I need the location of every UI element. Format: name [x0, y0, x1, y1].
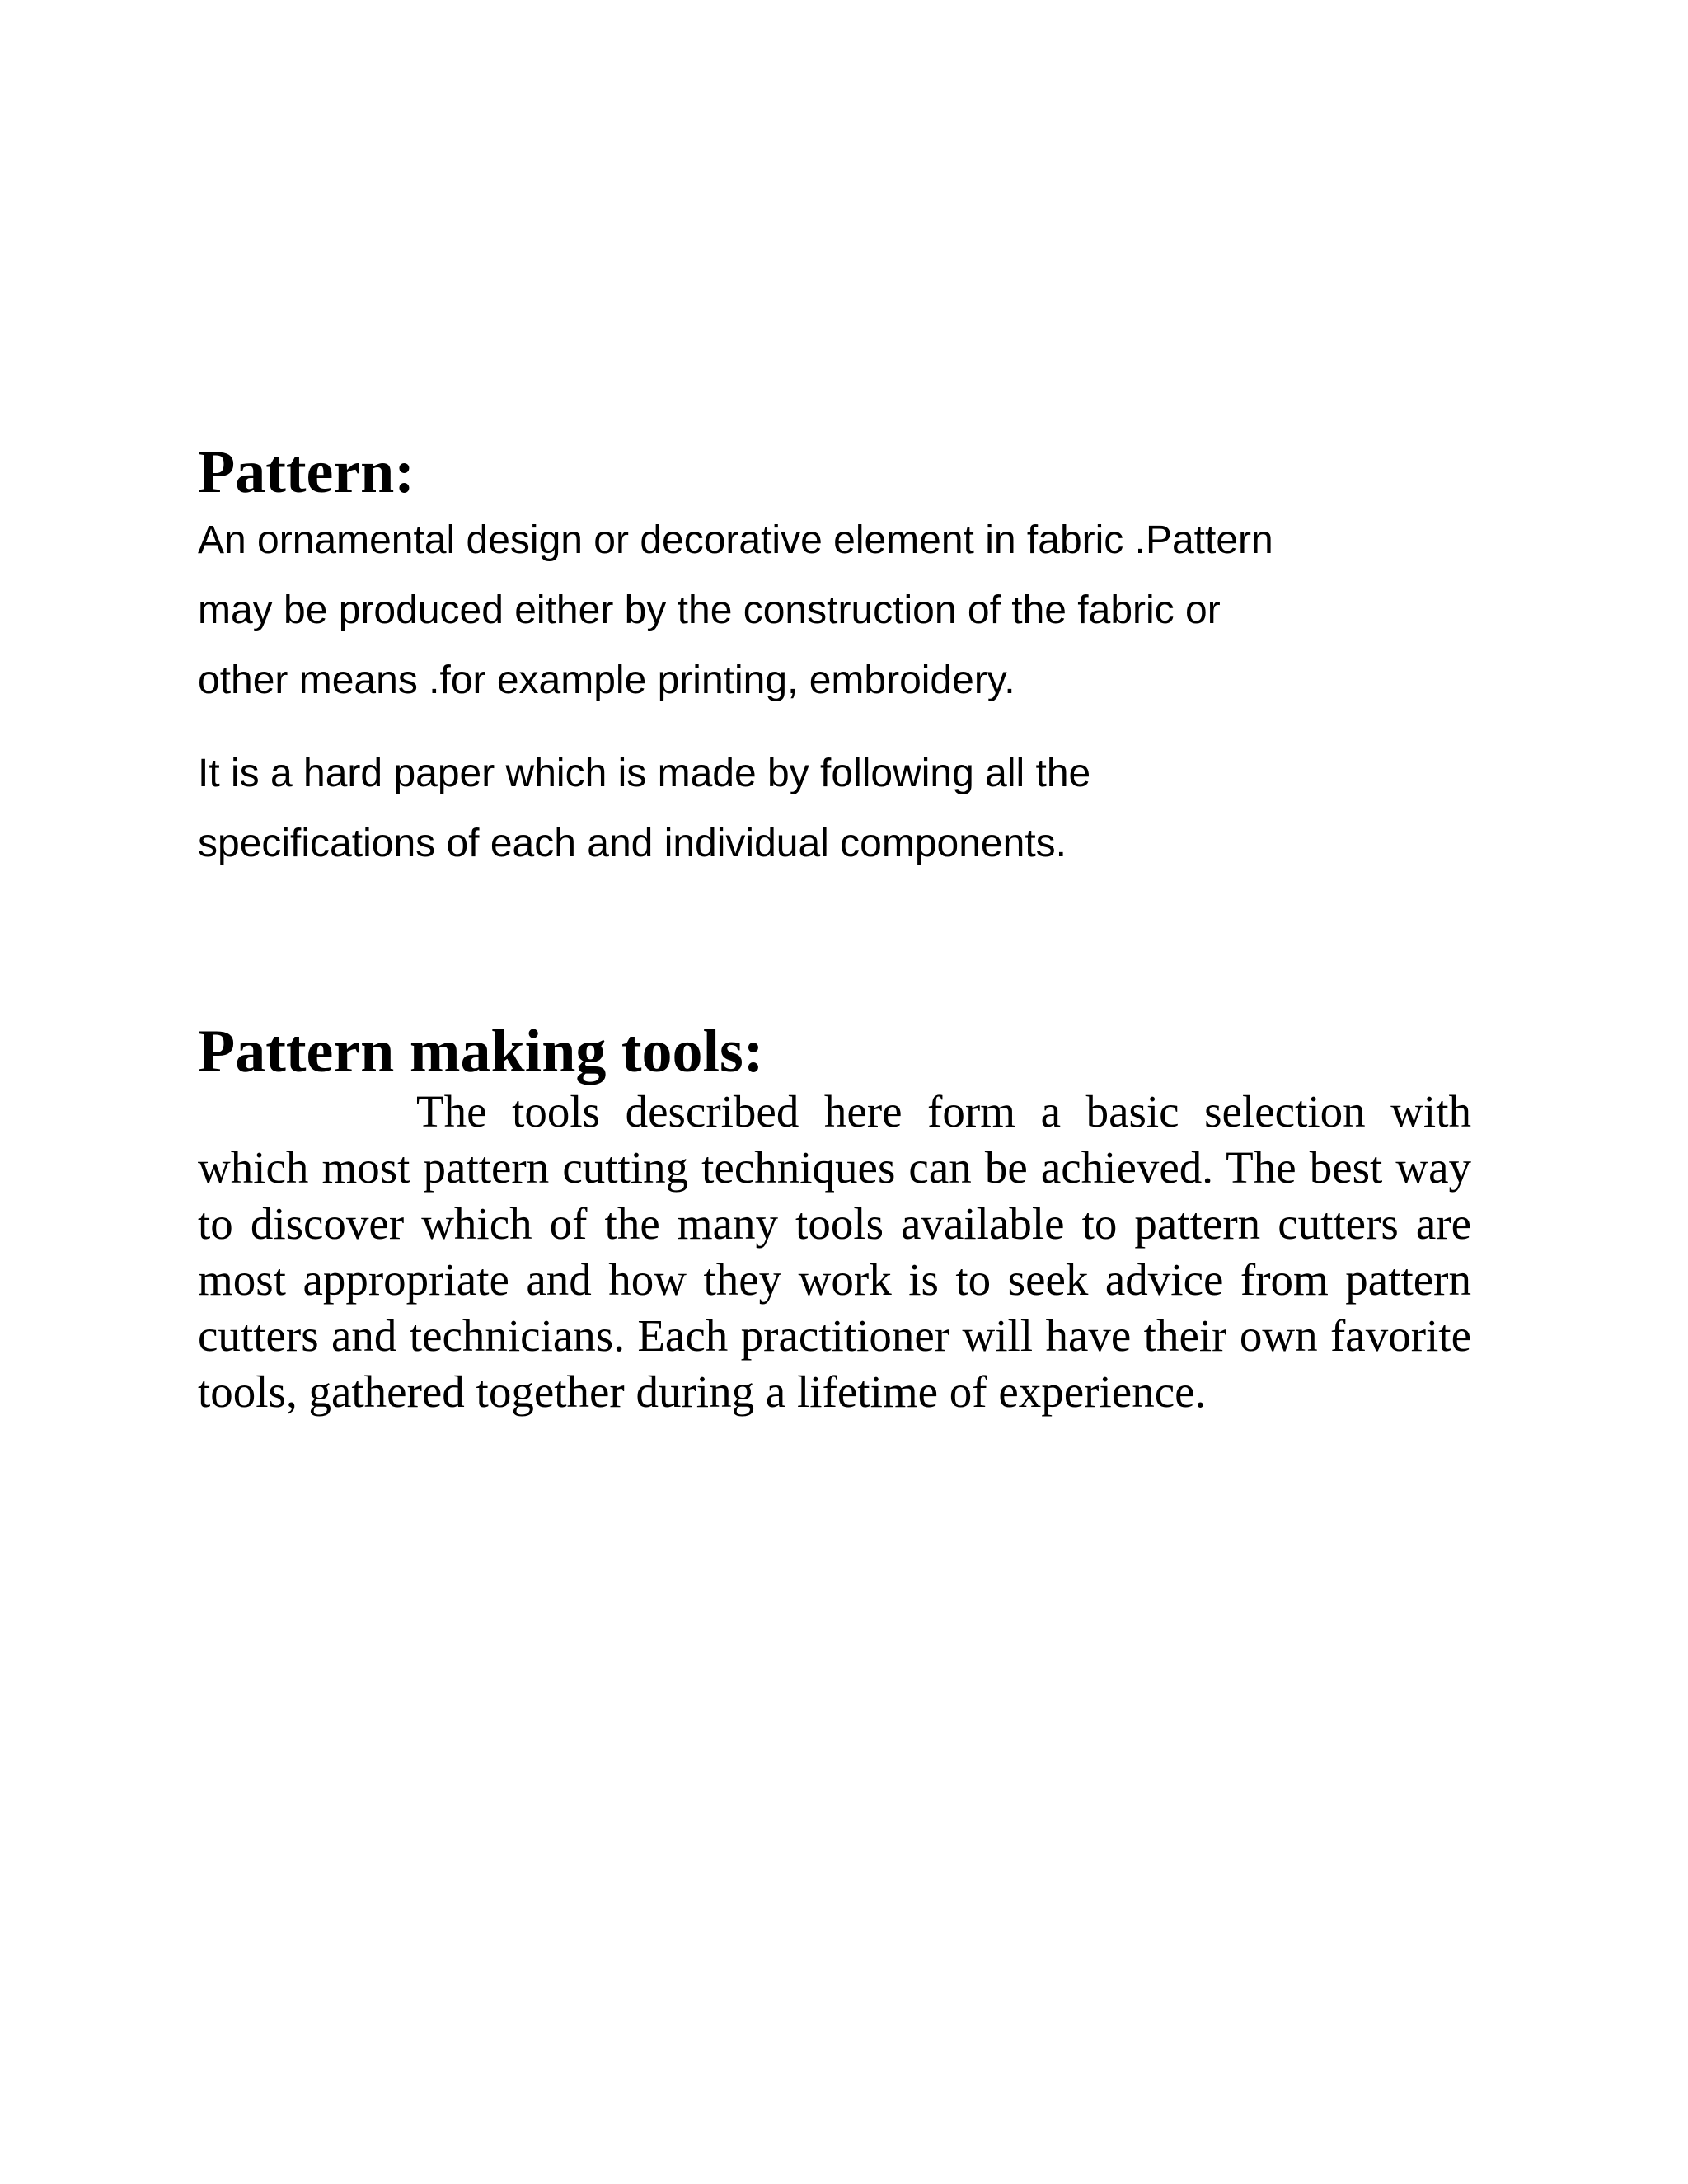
section-spacer	[198, 879, 1471, 1020]
document-content	[198, 438, 1471, 1420]
pattern-making-tools-heading: Pattern making tools:	[198, 1017, 764, 1085]
pattern-definition-line: may be produced either by the construction of the fabric or	[198, 588, 1221, 632]
pattern-definition-line: An ornamental design or decorative element in fabric .Pattern	[198, 518, 1273, 562]
pattern-hard-paper-line: specifications of each and individual components.	[198, 821, 1067, 865]
pattern-definition-line: other means .for example printing, embroidery.	[198, 658, 1015, 702]
pattern-heading: Pattern:	[198, 438, 415, 506]
pattern-definition-paragraph	[198, 505, 1471, 715]
paragraph-spacer	[198, 715, 1471, 738]
pattern-hard-paper-paragraph	[198, 738, 1471, 879]
pattern-hard-paper-line: It is a hard paper which is made by following all the	[198, 751, 1091, 795]
pattern-making-tools-paragraph: The tools described here form a basic selection with which most pattern cutting techniques can be achieved. The best way to discover which of the many tools available to pattern cutters are most appropriate and how they work is to seek advice from pattern cutters and technicians. Each practitioner will have their own favorite tools, gathered together during a lifetime of experience.	[198, 1086, 1471, 1418]
